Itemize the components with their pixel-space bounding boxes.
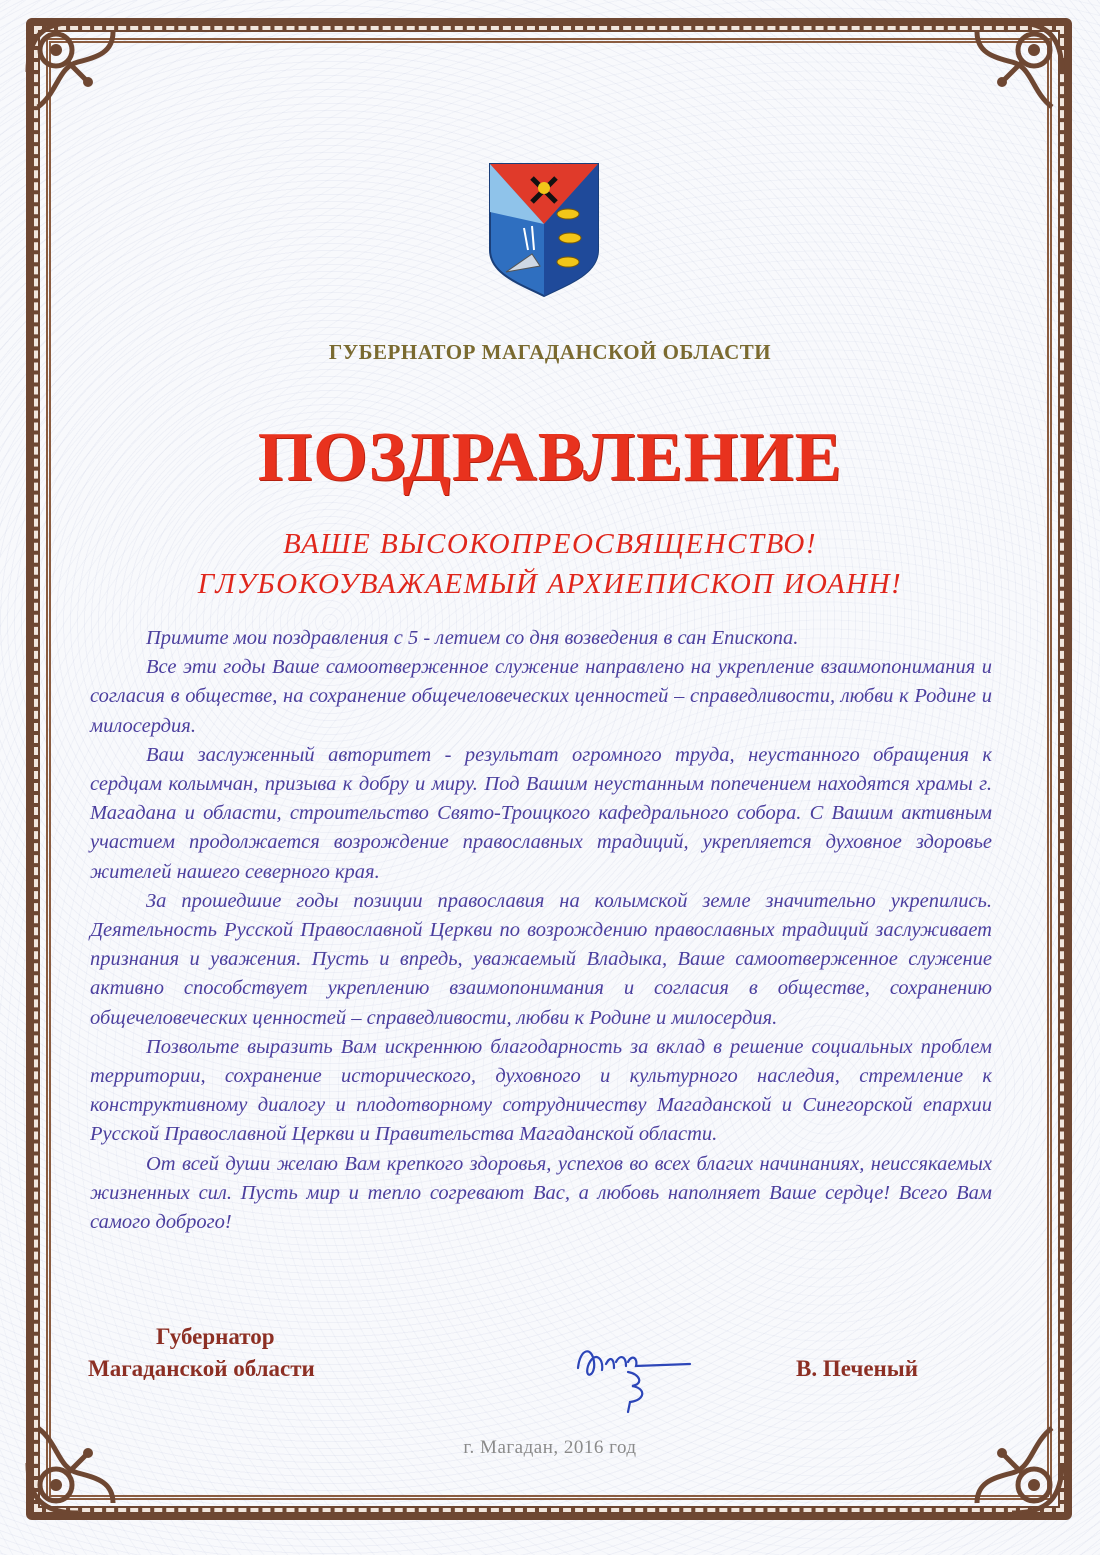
body-paragraph: Позвольте выразить Вам искреннюю благодарность за вклад в решение социальных проблем территории, сохранение исторического, духовного и культурного наследия, стремление к конструктивному диалогу и плодотворному сотрудничеству Магаданской и Синегорской епархии Русской Православной Церкви и Правительства Магаданской области. — [90, 1035, 992, 1146]
body-paragraph: За прошедшие годы позиции православия на колымской земле значительно укрепились. Деятельность Русской Православной Церкви по возрождению православных традиций заслуживает признания и уважения. Пусть и впредь, уважаемый Владыка, Ваше самоотверженное служение активно способствует укреплению взаимопонимания и согласия в обществе, сохранению общечеловеческих ценностей – справедливости, любви к Родине и милосердия. — [90, 889, 992, 1029]
letter-body — [90, 624, 992, 1237]
body-paragraph: От всей души желаю Вам крепкого здоровья, успехов во всех благих начинаниях, неиссякаемых жизненных сил. Пусть мир и тепло согревают Вас, а любовь наполняет Ваше сердце! Всего Вам самого доброго! — [90, 1152, 992, 1234]
issuer-authority-heading: ГУБЕРНАТОР МАГАДАНСКОЙ ОБЛАСТИ — [328, 340, 772, 364]
salutation-line-1: ВАШЕ ВЫСОКОПРЕОСВЯЩЕНСТВО! — [282, 528, 818, 560]
document-title: ПОЗДРАВЛЕНИЕ — [257, 419, 843, 496]
corner-ornament-icon — [952, 1403, 1072, 1523]
signatory-title-line-1: Губернатор — [156, 1324, 275, 1349]
corner-ornament-icon — [18, 1403, 138, 1523]
body-paragraph: Все эти годы Ваше самоотверженное служение направлено на укрепление взаимопонимания и согласия в обществе, на сохранение общечеловеческих ценностей – справедливости, любви к Родине и милосердия. — [90, 656, 992, 737]
coat-of-arms-icon — [488, 162, 600, 298]
body-paragraph: Ваш заслуженный авторитет - результат огромного труда, неустанного обращения к сердцам колымчан, призыва к добру и миру. Под Вашим неустанным попечением находятся храмы г. Магадана и области, строительство Свято-Троицкого кафедрального собора. С Вашим активным участием продолжается возрождение православных традиций, укрепляется духовное здоровье жителей нашего северного края. — [90, 743, 992, 883]
handwritten-signature — [570, 1328, 710, 1420]
signatory-title-line-2: Магаданской области — [88, 1356, 315, 1381]
body-paragraph: Примите мои поздравления с 5 - летием со дня возведения в сан Епископа. — [146, 627, 799, 649]
salutation-line-2: ГЛУБОКОУВАЖАЕМЫЙ АРХИЕПИСКОП ИОАНН! — [197, 568, 903, 600]
place-and-date: г. Магадан, 2016 год — [463, 1437, 637, 1458]
signatory-name: В. Печеный — [796, 1356, 919, 1381]
corner-ornament-icon — [18, 12, 138, 132]
corner-ornament-icon — [952, 12, 1072, 132]
